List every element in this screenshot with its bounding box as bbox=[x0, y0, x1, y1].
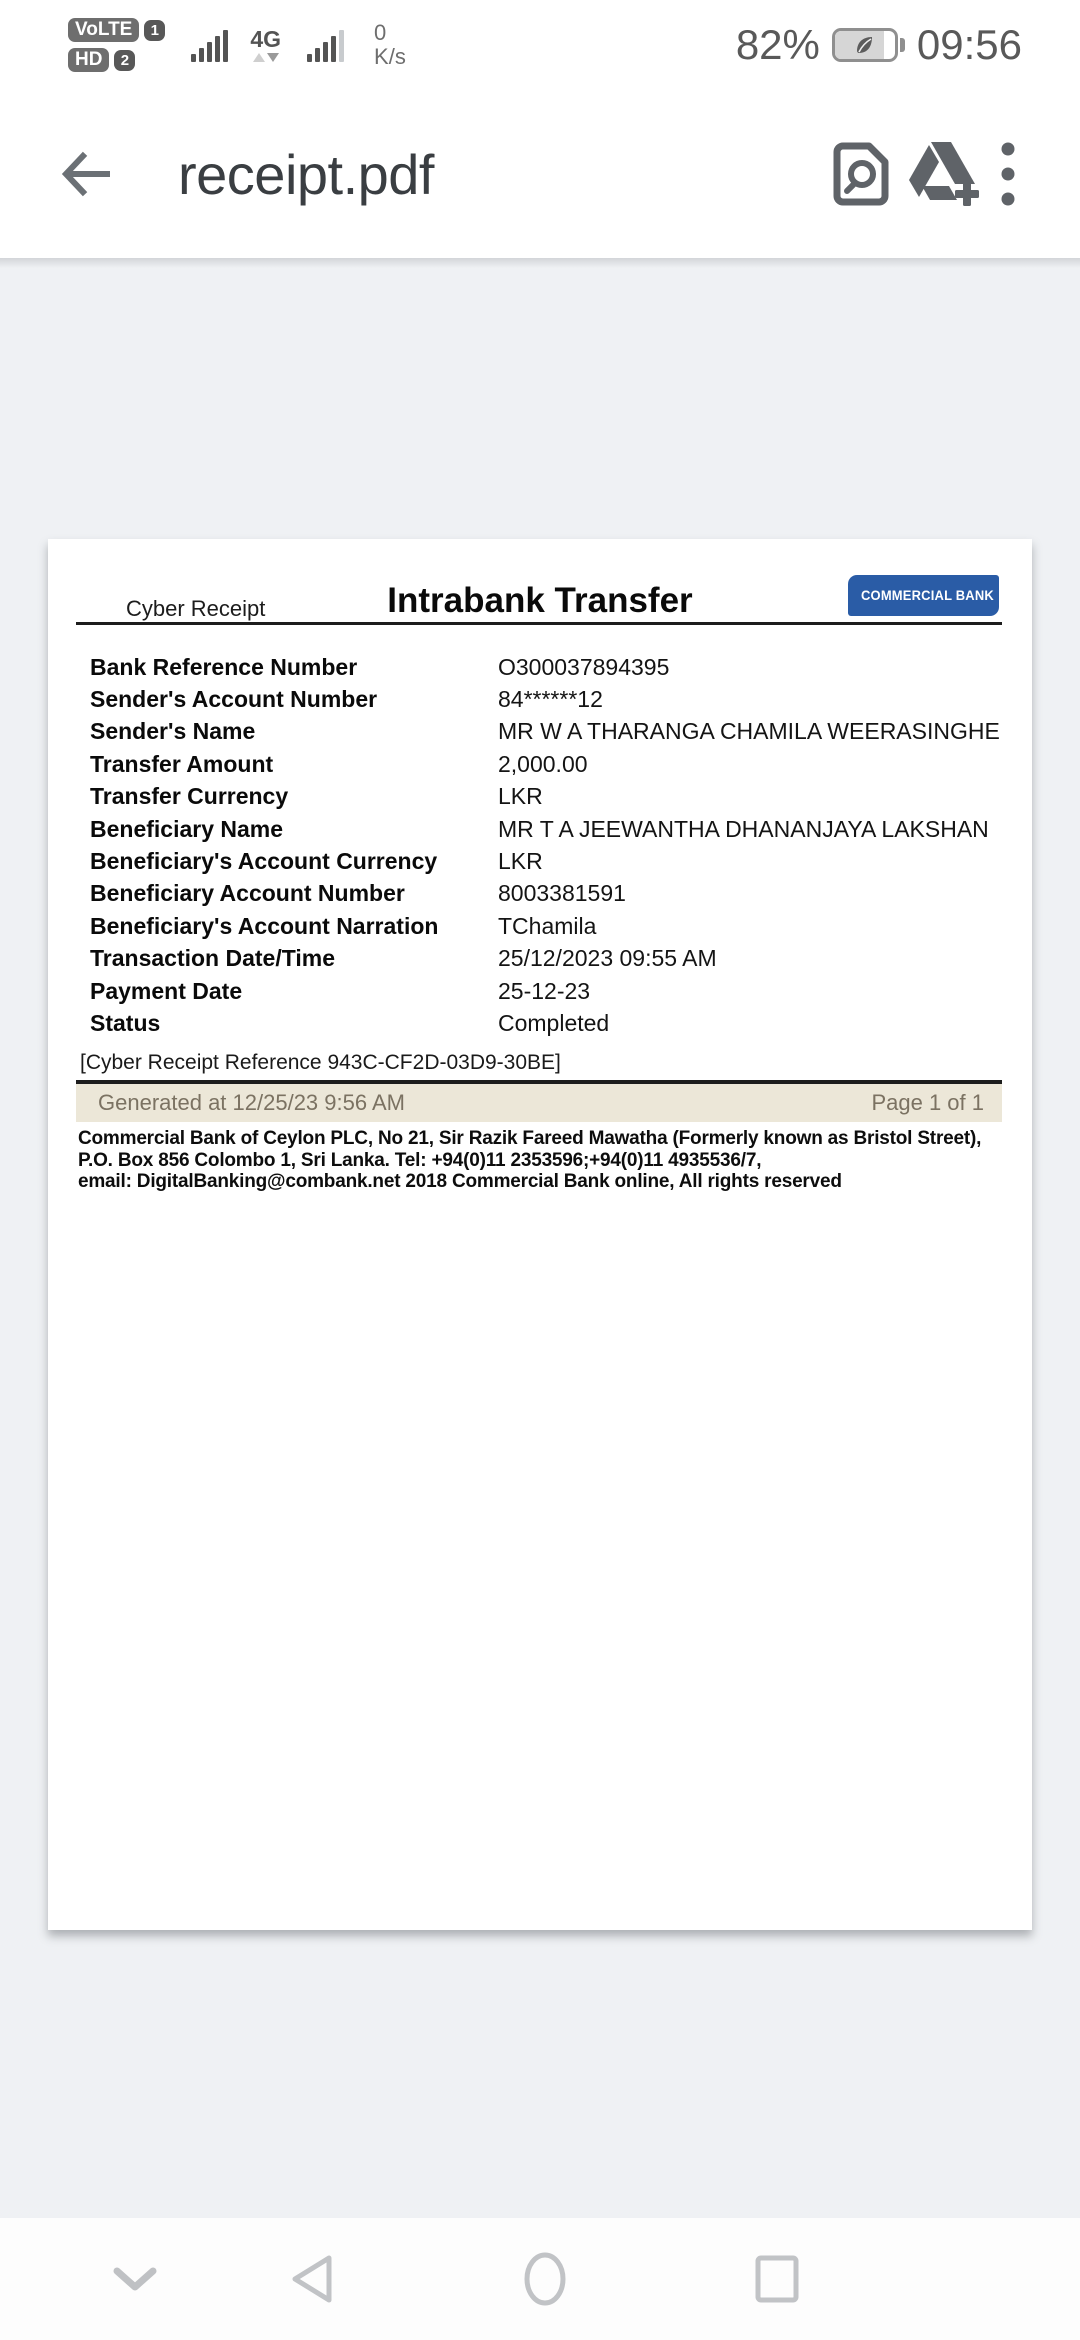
receipt-fields bbox=[48, 651, 1032, 1040]
nav-recents-button[interactable] bbox=[732, 2218, 822, 2340]
field-label: Status bbox=[90, 1009, 161, 1036]
field-value: LKR bbox=[498, 783, 543, 810]
field-label: Beneficiary's Account Currency bbox=[90, 848, 438, 875]
field-value: 2,000.00 bbox=[498, 750, 588, 777]
status-left-cluster bbox=[68, 18, 406, 72]
signal-bars-sim1-icon bbox=[191, 28, 228, 62]
field-label: Bank Reference Number bbox=[90, 653, 358, 680]
hd-badge-icon: HD bbox=[68, 48, 109, 72]
field-label: Transaction Date/Time bbox=[90, 945, 335, 972]
field-label: Payment Date bbox=[90, 977, 243, 1004]
field-value: O300037894395 bbox=[498, 653, 670, 680]
field-row bbox=[48, 845, 1032, 877]
field-value: MR W A THARANGA CHAMILA WEERASINGHE bbox=[498, 718, 1000, 745]
document-title: receipt.pdf bbox=[178, 142, 434, 206]
field-value: Completed bbox=[498, 1009, 610, 1036]
field-row bbox=[48, 683, 1032, 715]
footer-line: P.O. Box 856 Colombo 1, Sri Lanka. Tel: +94(0)11 2353596;+94(0)11 4935536/7, bbox=[78, 1149, 762, 1171]
field-label: Sender's Name bbox=[90, 718, 256, 745]
recents-square-icon bbox=[754, 2254, 800, 2304]
field-label: Sender's Account Number bbox=[90, 686, 378, 713]
field-row bbox=[48, 651, 1032, 683]
field-value: 84******12 bbox=[498, 686, 603, 713]
home-circle-icon bbox=[523, 2252, 567, 2306]
field-label: Beneficiary's Account Narration bbox=[90, 912, 439, 939]
field-value: MR T A JEEWANTHA DHANANJAYA LAKSHAN bbox=[498, 815, 989, 842]
generated-at-text: Generated at 12/25/23 9:56 AM bbox=[98, 1090, 406, 1115]
signal-bars-sim2-icon bbox=[307, 28, 344, 62]
field-row bbox=[48, 910, 1032, 942]
status-bar bbox=[0, 0, 1080, 90]
hide-navbar-button[interactable] bbox=[90, 2218, 180, 2340]
header-divider bbox=[76, 622, 1002, 625]
sim1-indicator-icon: 1 bbox=[144, 20, 165, 41]
field-value: LKR bbox=[498, 848, 543, 875]
field-label: Transfer Amount bbox=[90, 750, 274, 777]
find-in-page-icon bbox=[829, 138, 897, 210]
field-row bbox=[48, 813, 1032, 845]
find-in-file-button[interactable] bbox=[824, 129, 902, 219]
field-value: 8003381591 bbox=[498, 880, 626, 907]
generated-info-bar bbox=[76, 1080, 1002, 1122]
page-number-text: Page 1 of 1 bbox=[871, 1090, 984, 1115]
app-bar bbox=[0, 90, 1080, 258]
sim2-indicator-icon: 2 bbox=[114, 50, 135, 71]
pdf-page bbox=[48, 539, 1032, 1930]
receipt-reference-line: [Cyber Receipt Reference 943C-CF2D-03D9-30BE] bbox=[80, 1051, 561, 1074]
data-activity-arrows-icon bbox=[253, 53, 279, 62]
clock: 09:56 bbox=[916, 21, 1022, 68]
bank-name-text: COMMERCIAL BANK bbox=[861, 588, 994, 603]
footer-line: email: DigitalBanking@combank.net 2018 Commercial Bank online, All rights reserved bbox=[78, 1171, 842, 1192]
nav-back-button[interactable] bbox=[266, 2218, 356, 2340]
bank-footer-text bbox=[78, 1128, 1008, 1193]
pdf-viewer-canvas[interactable] bbox=[0, 258, 1080, 2218]
field-row bbox=[48, 943, 1032, 975]
chevron-down-icon bbox=[113, 2267, 157, 2291]
commercial-bank-logo bbox=[848, 575, 999, 616]
three-dot-menu-icon bbox=[1001, 141, 1015, 207]
field-row bbox=[48, 716, 1032, 748]
nav-home-button[interactable] bbox=[500, 2218, 590, 2340]
navigation-bar bbox=[0, 2218, 1080, 2340]
back-arrow-icon bbox=[59, 147, 113, 201]
field-label: Beneficiary Name bbox=[90, 815, 284, 842]
status-right-cluster bbox=[736, 21, 1022, 69]
field-value: TChamila bbox=[498, 912, 597, 939]
field-label: Beneficiary Account Number bbox=[90, 880, 405, 907]
field-row bbox=[48, 1007, 1032, 1039]
google-drive-add-icon bbox=[903, 138, 979, 210]
footer-line: Commercial Bank of Ceylon PLC, No 21, Sir Razik Fareed Mawatha (Formerly known as Bristol Street), bbox=[78, 1128, 982, 1149]
field-row bbox=[48, 781, 1032, 813]
back-button[interactable] bbox=[56, 129, 116, 219]
field-value: 25/12/2023 09:55 AM bbox=[498, 945, 717, 972]
receipt-title: Intrabank Transfer bbox=[387, 581, 693, 620]
network-type-indicator: 4G bbox=[250, 28, 281, 62]
field-value: 25-12-23 bbox=[498, 977, 591, 1004]
data-speed-indicator: 0 K/s bbox=[374, 20, 406, 69]
field-row bbox=[48, 975, 1032, 1007]
back-triangle-icon bbox=[288, 2253, 334, 2305]
field-row bbox=[48, 748, 1032, 780]
cyber-receipt-label: Cyber Receipt bbox=[126, 596, 266, 621]
field-row bbox=[48, 878, 1032, 910]
battery-power-saving-icon bbox=[832, 28, 905, 62]
volte-badge-icon: VoLTE bbox=[68, 18, 139, 42]
app-bar-shadow bbox=[0, 258, 1080, 268]
battery-percent: 82% bbox=[735, 21, 820, 68]
overflow-menu-button[interactable] bbox=[980, 129, 1036, 219]
add-to-drive-button[interactable] bbox=[902, 129, 980, 219]
field-label: Transfer Currency bbox=[90, 783, 289, 810]
leaf-icon bbox=[852, 32, 878, 58]
